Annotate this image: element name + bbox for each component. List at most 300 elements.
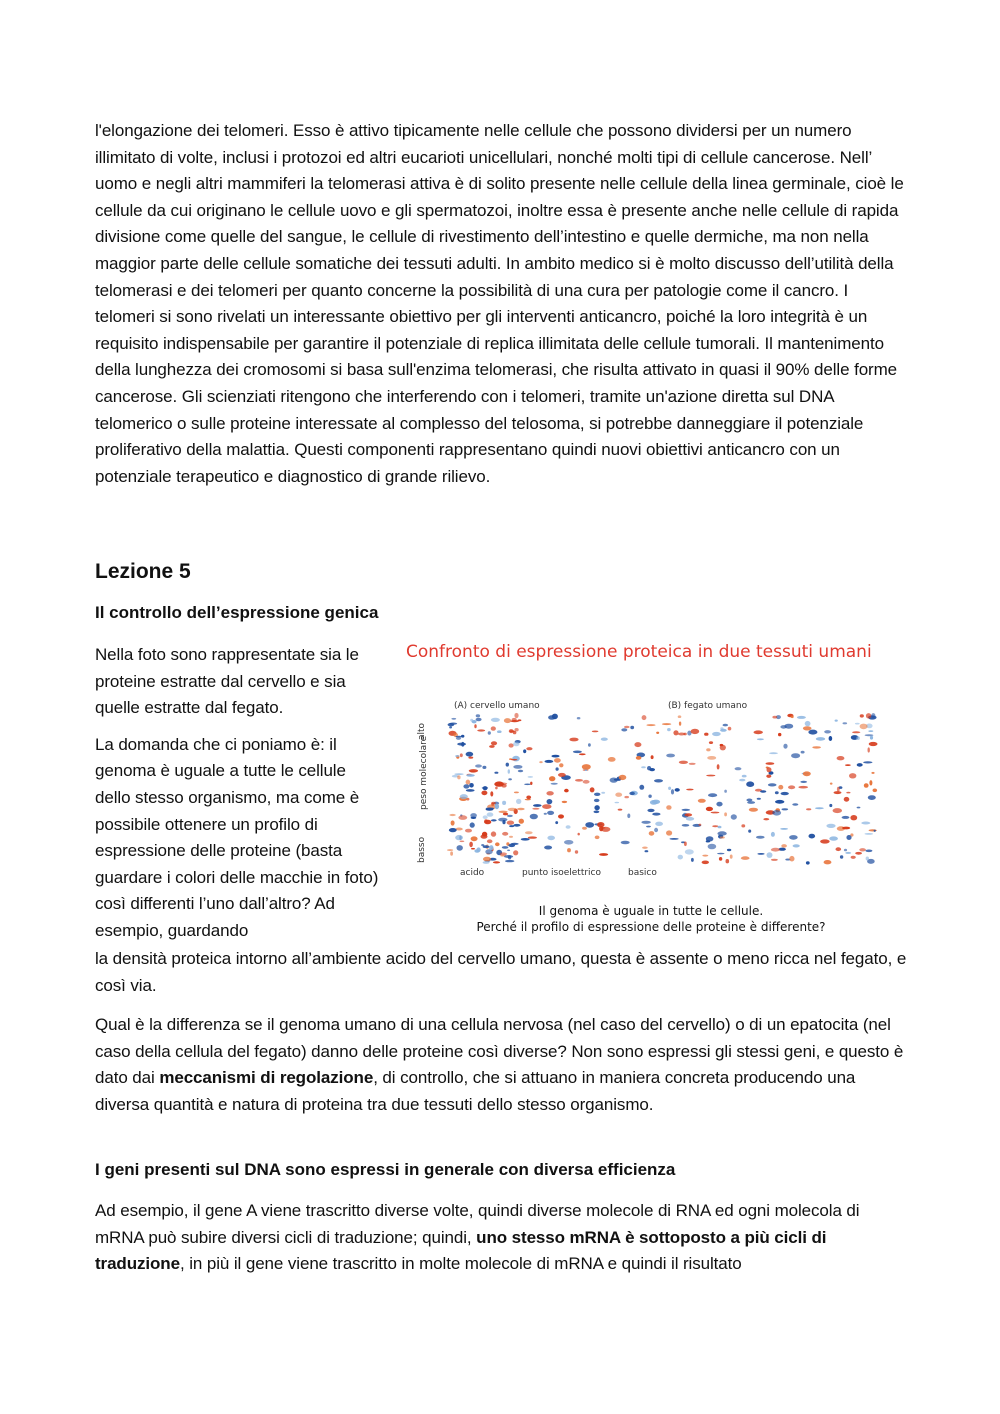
protein-spot xyxy=(829,836,838,840)
protein-spot xyxy=(771,848,780,852)
protein-spot xyxy=(513,824,520,827)
protein-spot xyxy=(706,836,714,841)
wrap-paragraph-2-continuation: la densità proteica intorno all’ambiente acido del cervello umano, questa è assente o meno ricca nel fegato, e così via. xyxy=(95,949,907,995)
protein-spot xyxy=(588,743,591,746)
protein-spot xyxy=(472,720,477,723)
protein-spot xyxy=(646,826,651,828)
protein-spot xyxy=(866,713,871,718)
protein-spot xyxy=(766,775,771,778)
protein-spot xyxy=(833,808,842,813)
protein-spot xyxy=(518,770,523,772)
protein-spot xyxy=(634,742,641,747)
protein-spot xyxy=(702,861,709,865)
protein-spot xyxy=(656,732,659,734)
protein-spot xyxy=(458,815,467,820)
protein-spot xyxy=(820,839,830,843)
protein-spot xyxy=(526,796,531,800)
protein-spot xyxy=(504,718,511,723)
protein-spot xyxy=(516,799,521,804)
protein-spot xyxy=(742,775,747,778)
protein-spot xyxy=(608,757,616,762)
protein-spot xyxy=(460,794,468,799)
protein-spot xyxy=(654,828,658,832)
protein-spot xyxy=(508,808,517,811)
protein-spot xyxy=(826,824,835,828)
protein-spot xyxy=(502,832,508,836)
protein-spot xyxy=(451,820,455,825)
protein-spot xyxy=(461,742,464,747)
protein-spot xyxy=(857,807,861,809)
protein-spot xyxy=(855,852,862,855)
protein-spot xyxy=(843,722,848,724)
protein-spot xyxy=(718,826,722,829)
protein-spot xyxy=(800,781,807,783)
protein-spot xyxy=(513,742,519,747)
wrap-continuation-block xyxy=(95,946,907,999)
protein-spot xyxy=(575,779,583,782)
protein-spot xyxy=(646,724,655,726)
protein-spot xyxy=(466,780,471,785)
protein-spot xyxy=(575,850,578,853)
protein-spot xyxy=(470,771,475,773)
protein-spot xyxy=(501,784,506,788)
question-text-2: , di controllo, che si attuano in maniera concreta producendo una diversa quantità e natura di proteina tra due tessuti dello stesso organismo. xyxy=(95,1068,856,1114)
protein-spot xyxy=(466,789,475,792)
protein-spot xyxy=(685,813,693,816)
protein-spot xyxy=(763,818,769,820)
protein-spot xyxy=(806,861,810,864)
protein-spot xyxy=(691,729,700,734)
protein-spot xyxy=(780,828,788,830)
question-bold: meccanismi di regolazione xyxy=(159,1068,374,1088)
protein-spot xyxy=(578,833,580,836)
protein-spot xyxy=(509,825,514,827)
protein-spot xyxy=(477,847,481,852)
protein-spot xyxy=(544,813,547,815)
protein-spot xyxy=(869,742,878,746)
protein-spot xyxy=(495,842,500,846)
protein-spot xyxy=(507,815,513,817)
protein-spot xyxy=(834,791,842,794)
protein-spot xyxy=(487,839,493,843)
protein-spot xyxy=(809,834,816,839)
protein-spot xyxy=(741,824,745,827)
protein-spot xyxy=(766,762,775,765)
protein-spot xyxy=(491,741,497,745)
y-low-label: basso xyxy=(417,836,427,863)
protein-spot xyxy=(621,728,627,731)
protein-spot xyxy=(547,836,555,841)
section-heading-block xyxy=(95,603,907,623)
protein-spot xyxy=(704,733,708,736)
protein-spot xyxy=(844,849,847,852)
protein-spot xyxy=(803,726,812,730)
protein-spot xyxy=(454,773,463,775)
protein-spot xyxy=(649,831,655,836)
protein-spot xyxy=(579,753,586,755)
protein-spot xyxy=(730,855,733,859)
protein-spot xyxy=(746,781,754,787)
protein-spot xyxy=(683,733,686,736)
protein-spot xyxy=(712,825,718,827)
protein-spot xyxy=(511,759,517,761)
protein-spot xyxy=(720,836,725,838)
protein-spot xyxy=(507,850,510,852)
protein-spot xyxy=(850,815,857,820)
protein-spot xyxy=(491,726,496,730)
protein-spot xyxy=(450,851,453,855)
protein-spot xyxy=(455,755,459,757)
protein-spot xyxy=(801,751,805,754)
protein-spot xyxy=(481,844,484,846)
protein-spot xyxy=(528,776,533,778)
protein-spot xyxy=(615,802,620,804)
question-block xyxy=(95,1012,907,1118)
protein-spot xyxy=(551,755,559,758)
protein-spot xyxy=(502,801,506,805)
protein-spot xyxy=(491,831,496,836)
protein-spot xyxy=(630,726,634,729)
protein-spot xyxy=(468,757,473,759)
protein-spot xyxy=(494,772,498,774)
protein-spot xyxy=(671,789,674,794)
protein-spot xyxy=(645,850,649,852)
protein-spot xyxy=(546,791,553,795)
protein-spot xyxy=(463,784,469,788)
figure-svg xyxy=(398,635,904,943)
protein-spot xyxy=(493,861,500,863)
protein-spot xyxy=(549,776,555,781)
protein-spot xyxy=(670,838,679,840)
protein-spot xyxy=(865,734,874,736)
protein-spot xyxy=(682,824,690,827)
protein-spot xyxy=(731,814,737,819)
protein-spot xyxy=(647,766,651,770)
protein-spot xyxy=(717,764,720,769)
protein-spot xyxy=(747,801,755,804)
protein-spot xyxy=(797,716,806,719)
protein-spot xyxy=(711,812,720,814)
protein-spot xyxy=(582,827,587,830)
protein-spot xyxy=(469,842,473,848)
protein-spot xyxy=(461,735,464,738)
question-text-1: Qual è la differenza se il genoma umano di una cellula nervosa (nel caso del cervello) o di un epatocita (nel caso della cellula del fegato) danno delle proteine così diverse? Non sono espressi gli stessi geni, e questo è dato dai xyxy=(95,1015,904,1088)
protein-spot xyxy=(491,718,500,722)
protein-spot xyxy=(548,715,555,720)
protein-spot xyxy=(708,793,717,797)
protein-spot xyxy=(650,800,658,805)
protein-spot xyxy=(868,730,873,732)
protein-spot xyxy=(781,792,789,795)
protein-spot xyxy=(470,822,475,827)
last-bold: uno stesso mRNA è sottoposto a più cicli di traduzione xyxy=(95,1227,827,1274)
protein-spot xyxy=(482,766,486,769)
protein-spot xyxy=(724,812,727,816)
protein-spot xyxy=(601,738,608,741)
last-block xyxy=(95,1198,907,1278)
protein-spot xyxy=(679,722,681,726)
protein-spot xyxy=(489,745,495,748)
protein-spot xyxy=(757,853,764,855)
protein-spot xyxy=(502,846,509,849)
protein-spot xyxy=(497,730,502,733)
protein-spot xyxy=(815,807,824,809)
figure-title: Confronto di espressione proteica in due tessuti umani xyxy=(406,642,872,662)
protein-spot xyxy=(689,763,696,765)
protein-spot xyxy=(720,744,724,746)
figure-caption-line-2: Perché il profilo di espressione delle proteine è differente? xyxy=(476,920,826,934)
protein-spot xyxy=(861,822,870,825)
protein-spot xyxy=(590,787,595,792)
protein-spot xyxy=(525,831,533,834)
protein-spot xyxy=(585,822,594,828)
protein-spot xyxy=(706,807,713,811)
protein-spot xyxy=(562,801,567,803)
protein-spot xyxy=(594,805,599,810)
protein-spot xyxy=(627,814,630,819)
protein-spot xyxy=(449,726,452,728)
protein-spot xyxy=(728,727,732,731)
bold-heading-block xyxy=(95,1160,907,1180)
protein-spot xyxy=(512,756,520,762)
protein-spot xyxy=(844,797,850,802)
protein-spot xyxy=(771,859,778,861)
protein-spot xyxy=(748,830,751,833)
protein-spot xyxy=(855,723,860,725)
protein-spot xyxy=(857,763,863,767)
protein-spot xyxy=(860,714,864,717)
protein-spot xyxy=(836,847,842,851)
protein-spot xyxy=(513,765,522,769)
protein-spot xyxy=(594,799,600,802)
protein-spot xyxy=(865,833,874,835)
gel-panel-b xyxy=(662,713,878,865)
protein-spot xyxy=(514,713,518,718)
protein-spot xyxy=(624,796,629,798)
protein-spot xyxy=(471,836,478,841)
protein-expression-figure xyxy=(398,635,904,943)
protein-spot xyxy=(642,715,647,720)
protein-spot xyxy=(842,816,850,819)
protein-spot xyxy=(481,835,488,839)
protein-spot xyxy=(864,783,869,788)
protein-spot xyxy=(803,771,811,776)
question-paragraph xyxy=(95,1012,907,1118)
protein-spot xyxy=(860,724,868,730)
x-basic-label: basico xyxy=(628,868,657,878)
protein-spot xyxy=(530,814,538,820)
protein-spot xyxy=(830,783,833,785)
protein-spot xyxy=(863,761,872,763)
protein-spot xyxy=(741,856,750,860)
protein-spot xyxy=(551,783,558,785)
protein-spot xyxy=(655,822,663,826)
protein-spot xyxy=(449,828,457,832)
protein-spot xyxy=(508,778,512,780)
protein-spot xyxy=(569,738,578,742)
protein-spot xyxy=(500,852,507,855)
efficiency-heading: I geni presenti sul DNA sono espressi in generale con diversa efficienza xyxy=(95,1160,676,1179)
protein-spot xyxy=(465,829,472,833)
protein-spot xyxy=(699,824,702,826)
protein-spot xyxy=(469,783,474,788)
protein-spot xyxy=(457,845,463,851)
protein-spot xyxy=(489,845,493,850)
protein-spot xyxy=(509,729,514,733)
protein-spot xyxy=(837,756,845,760)
protein-spot xyxy=(856,736,860,740)
protein-spot xyxy=(788,785,795,789)
protein-spot xyxy=(719,857,722,861)
protein-spot xyxy=(781,844,787,848)
protein-spot xyxy=(706,775,715,777)
protein-spot xyxy=(686,789,693,791)
protein-spot xyxy=(491,819,497,821)
protein-spot xyxy=(727,849,731,851)
protein-spot xyxy=(651,755,654,759)
protein-spot xyxy=(498,818,507,822)
protein-spot xyxy=(873,789,878,793)
protein-spot xyxy=(772,810,781,816)
protein-spot xyxy=(524,784,531,786)
protein-spot xyxy=(702,855,708,857)
lesson-heading-block xyxy=(95,560,907,584)
protein-spot xyxy=(835,720,838,722)
protein-spot xyxy=(781,808,788,810)
protein-spot xyxy=(486,808,495,810)
protein-spot xyxy=(789,835,798,840)
protein-spot xyxy=(515,728,519,731)
protein-spot xyxy=(712,732,721,736)
protein-spot xyxy=(720,729,727,732)
protein-spot xyxy=(652,813,660,816)
protein-spot xyxy=(868,795,876,800)
protein-spot xyxy=(754,730,763,734)
protein-spot xyxy=(678,715,682,718)
figure-caption-line-1: Il genoma è uguale in tutte le cellule. xyxy=(538,904,764,918)
y-high-label: alto xyxy=(417,722,427,740)
protein-spot xyxy=(466,774,475,777)
protein-spot xyxy=(507,821,514,825)
protein-spot xyxy=(756,836,765,839)
protein-spot xyxy=(582,764,591,770)
protein-spot xyxy=(842,827,850,830)
protein-spot xyxy=(829,736,833,741)
protein-spot xyxy=(487,812,494,816)
protein-spot xyxy=(554,758,561,763)
protein-spot xyxy=(783,744,787,749)
protein-spot xyxy=(509,836,513,838)
protein-spot xyxy=(648,795,651,798)
protein-spot xyxy=(805,721,811,726)
protein-spot xyxy=(513,850,518,855)
protein-spot xyxy=(686,817,694,821)
protein-spot xyxy=(504,855,513,858)
protein-spot xyxy=(682,809,691,811)
protein-spot xyxy=(735,767,742,770)
protein-spot xyxy=(846,835,851,840)
protein-spot xyxy=(675,788,680,792)
protein-spot xyxy=(746,799,752,802)
protein-spot xyxy=(564,840,573,845)
x-middle-label: punto isoelettrico xyxy=(522,868,602,878)
protein-spot xyxy=(775,800,784,804)
protein-spot xyxy=(684,842,687,847)
protein-spot xyxy=(599,853,608,856)
protein-spot xyxy=(614,779,620,781)
protein-spot xyxy=(506,763,509,767)
wrap-paragraph-2: La domanda che ci poniamo è: il genoma è uguale a tutte le cellule dello stesso organismo, ma come è possibile ottenere un profilo di espressione delle proteine (basta guardare i colori delle macchie in foto) così differenti l’uno dall’altro? Ad esempio, guardando xyxy=(95,734,379,940)
protein-spot xyxy=(490,791,493,796)
protein-spot xyxy=(451,718,456,720)
protein-spot xyxy=(599,826,603,831)
protein-spot xyxy=(483,845,490,848)
protein-spot xyxy=(784,724,793,729)
protein-spot xyxy=(668,787,671,790)
protein-spot xyxy=(767,767,772,772)
protein-spot xyxy=(583,780,590,784)
protein-spot xyxy=(523,749,526,753)
protein-spot xyxy=(679,761,688,764)
protein-spot xyxy=(533,804,542,807)
protein-spot xyxy=(641,766,646,768)
protein-spot xyxy=(564,789,569,793)
protein-spot xyxy=(547,799,553,804)
protein-spot xyxy=(476,718,482,721)
protein-spot xyxy=(708,844,717,850)
protein-spot xyxy=(594,811,600,814)
protein-spot xyxy=(791,753,800,758)
protein-spot xyxy=(757,798,761,800)
protein-spot xyxy=(806,808,811,810)
protein-spot xyxy=(709,741,713,744)
protein-spot xyxy=(636,756,642,760)
protein-spot xyxy=(793,844,800,847)
protein-spot xyxy=(845,852,851,854)
protein-spot xyxy=(483,857,491,862)
protein-spot xyxy=(849,773,856,778)
protein-spot xyxy=(521,838,530,841)
protein-spot xyxy=(840,855,843,858)
protein-spot xyxy=(778,733,781,736)
protein-spot xyxy=(852,731,860,733)
protein-spot xyxy=(547,811,554,815)
protein-spot xyxy=(717,853,724,855)
protein-spot xyxy=(483,815,488,819)
intro-paragraph: l'elongazione dei telomeri. Esso è attivo tipicamente nelle cellule che possono dividersi per un numero illimitato di volte, inclusi i protozoi ed altri eucarioti unicellulari, nonché molti tipi di cellule cancerose. Nell’ uomo e negli altri mammiferi la telomerasi attiva è di solito presente nelle cellule della linea germinale, cioè le cellule da cui originano le cellule uovo e gli spermatozoi, inoltre essa è presente anche nelle cellule di rapida divisione come quelle del sangue, le cellule di rivestimento dell’intestino e quelle dermiche, ma non nella maggior parte delle cellule somatiche dei tessuti adulti. In ambito medico si è molto discusso dell’utilità della telomerasi e dei telomeri per quanto concerne la possibilità di una cura per patologie come il cancro. I telomeri si sono rivelati un interessante obiettivo per gli interventi anticancro, poiché la loro integrità è un requisito indispensabile per garantire il potenziale di replica illimitata delle cellule tumorali. Il mantenimento della lunghezza dei cromosomi si basa sull'enzima telomerasi, che risulta attivato in quasi il 90% delle forme cancerose. Gli scienziati ritengono che interferendo con i telomeri, tramite un'azione diretta sul DNA telomerico o sulle proteine interessate al complesso del telosoma, si potrebbe danneggiare il potenziale proliferativo della malattia. Questi componenti rappresentano quindi nuovi obiettivi anticancro con un potenziale terapeutico e diagnostico di grande rilievo. xyxy=(95,121,904,486)
intro-block xyxy=(95,118,907,490)
protein-spot xyxy=(837,787,840,792)
protein-spot xyxy=(808,730,817,735)
protein-spot xyxy=(621,841,630,844)
protein-spot xyxy=(851,856,856,859)
protein-spot xyxy=(532,808,539,810)
protein-spot xyxy=(528,836,537,838)
protein-spot xyxy=(760,790,766,793)
protein-spot xyxy=(739,779,745,782)
protein-spot xyxy=(706,748,710,751)
protein-spot xyxy=(678,855,683,860)
protein-spot xyxy=(526,747,532,750)
protein-spot xyxy=(449,723,457,725)
protein-spot xyxy=(483,861,490,864)
protein-spot xyxy=(460,753,463,757)
protein-spot xyxy=(519,819,524,824)
section-heading: Il controllo dell’espressione genica xyxy=(95,603,379,622)
protein-spot xyxy=(871,772,874,774)
protein-spot xyxy=(542,804,551,809)
protein-spot xyxy=(707,756,716,760)
